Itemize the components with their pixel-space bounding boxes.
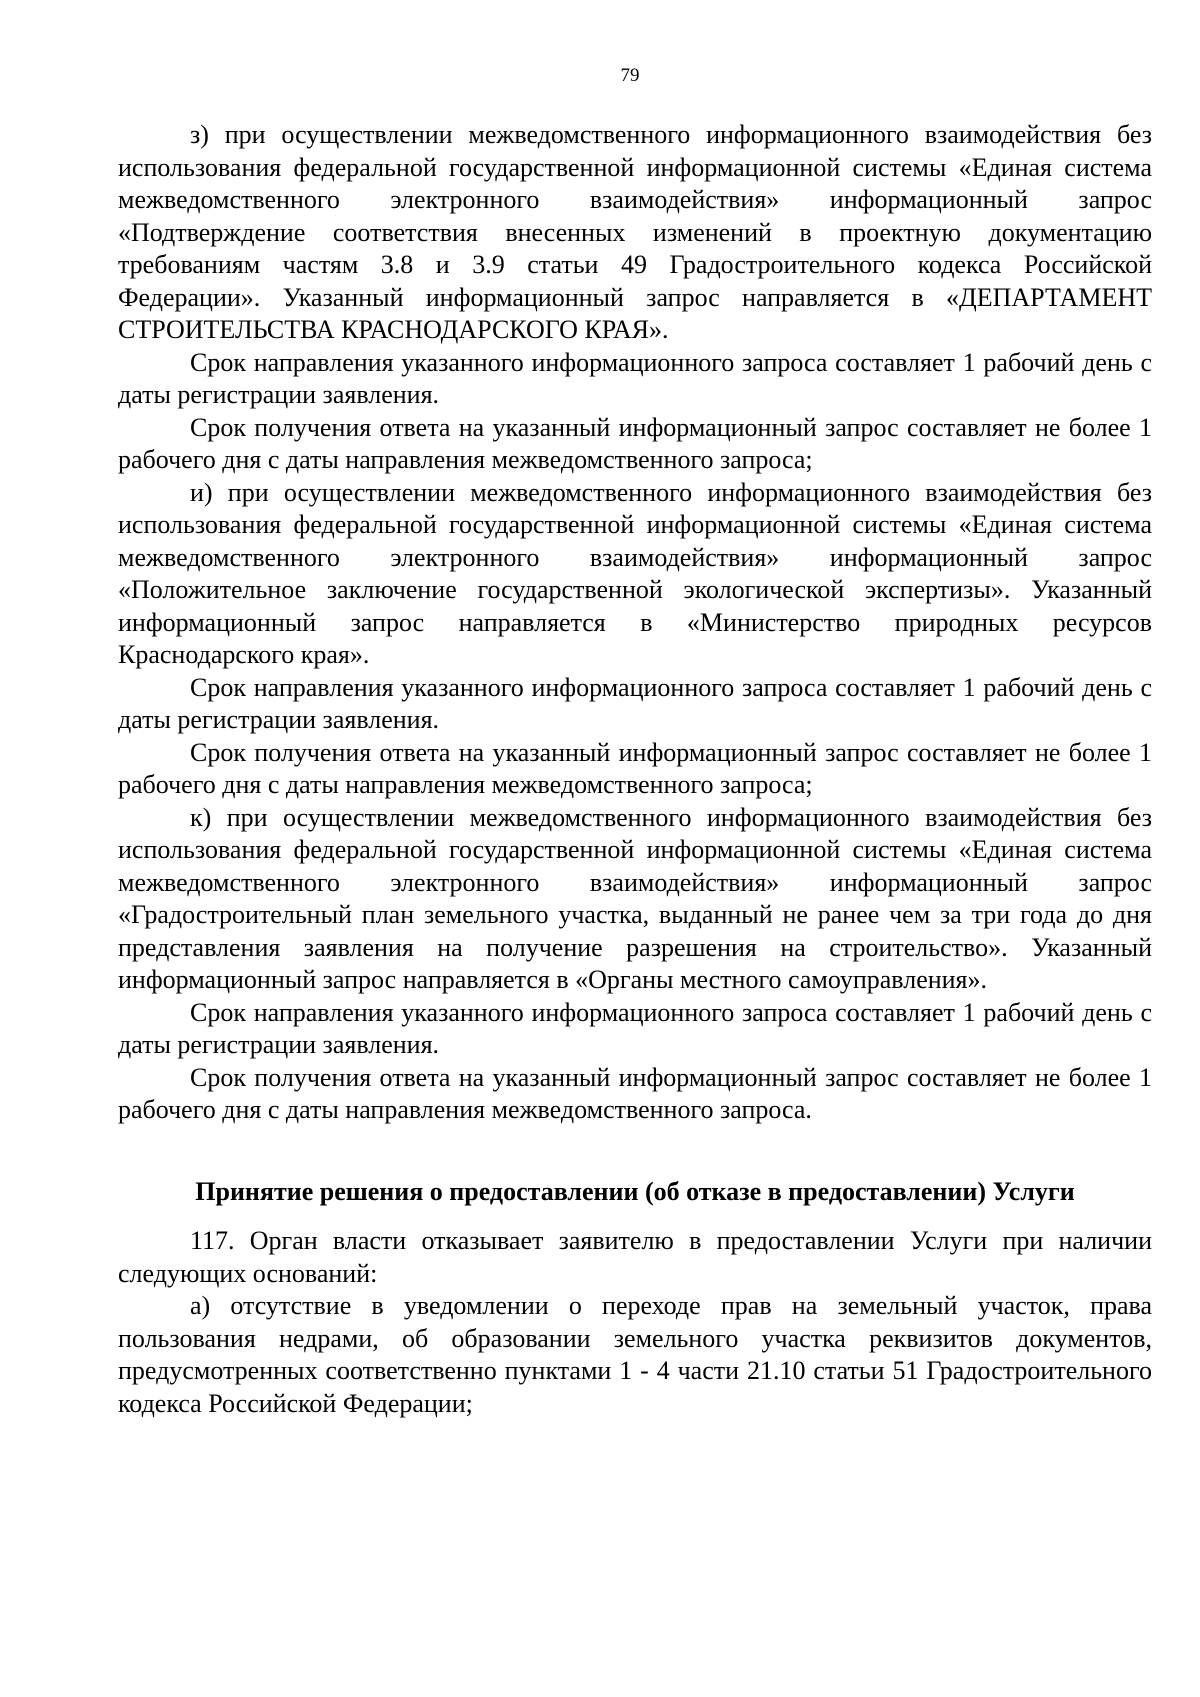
paragraph: к) при осуществлении межведомственного информационного взаимодействия без использования федеральной государственной информационной системы «Единая система межведомственного электронного взаимодействия» информационный запрос «Градостроительный план земельного участка, выданный не ранее чем за три года до дня представления заявления на получение разрешения на строительство». Указанный информационный запрос направляется в «Органы местного самоуправления». bbox=[118, 802, 1152, 994]
paragraph: з) при осуществлении межведомственного информационного взаимодействия без использования федеральной государственной информационной системы «Единая система межведомственного электронного взаимодействия» информационный запрос «Подтверждение соответствия внесенных изменений в проектную документацию требованиям частям 3.8 и 3.9 статьи 49 Градостроительного кодекса Российской Федерации». Указанный информационный запрос направляется в «ДЕПАРТАМЕНТ СТРОИТЕЛЬСТВА КРАСНОДАРСКОГО КРАЯ». bbox=[118, 120, 1152, 344]
page-number: 79 bbox=[620, 65, 640, 86]
paragraph: 117. Орган власти отказывает заявителю в предоставлении Услуги при наличии следующих оснований: bbox=[118, 1226, 1152, 1288]
paragraph: Срок получения ответа на указанный информационный запрос составляет не более 1 рабочего дня с даты направления межведомственного запроса. bbox=[118, 1062, 1152, 1124]
paragraph: Срок получения ответа на указанный информационный запрос составляет не более 1 рабочего дня с даты направления межведомственного запроса; bbox=[118, 412, 1152, 474]
paragraph: Срок направления указанного информационного запроса составляет 1 рабочий день с даты регистрации заявления. bbox=[118, 997, 1152, 1059]
paragraph: Срок направления указанного информационного запроса составляет 1 рабочий день с даты регистрации заявления. bbox=[118, 672, 1152, 734]
document-body bbox=[118, 119, 1152, 1420]
paragraph: и) при осуществлении межведомственного информационного взаимодействия без использования федеральной государственной информационной системы «Единая система межведомственного электронного взаимодействия» информационный запрос «Положительное заключение государственной экологической экспертизы». Указанный информационный запрос направляется в «Министерство природных ресурсов Краснодарского края». bbox=[118, 477, 1152, 669]
paragraph: Срок получения ответа на указанный информационный запрос составляет не более 1 рабочего дня с даты направления межведомственного запроса; bbox=[118, 737, 1152, 799]
paragraph: Срок направления указанного информационного запроса составляет 1 рабочий день с даты регистрации заявления. bbox=[118, 347, 1152, 409]
section-heading: Принятие решения о предоставлении (об отказе в предоставлении) Услуги bbox=[195, 1176, 1075, 1206]
paragraph: а) отсутствие в уведомлении о переходе прав на земельный участок, права пользования недрами, об образовании земельного участка реквизитов документов, предусмотренных соответственно пунктами 1 - 4 части 21.10 статьи 51 Градостроительного кодекса Российской Федерации; bbox=[118, 1291, 1152, 1418]
